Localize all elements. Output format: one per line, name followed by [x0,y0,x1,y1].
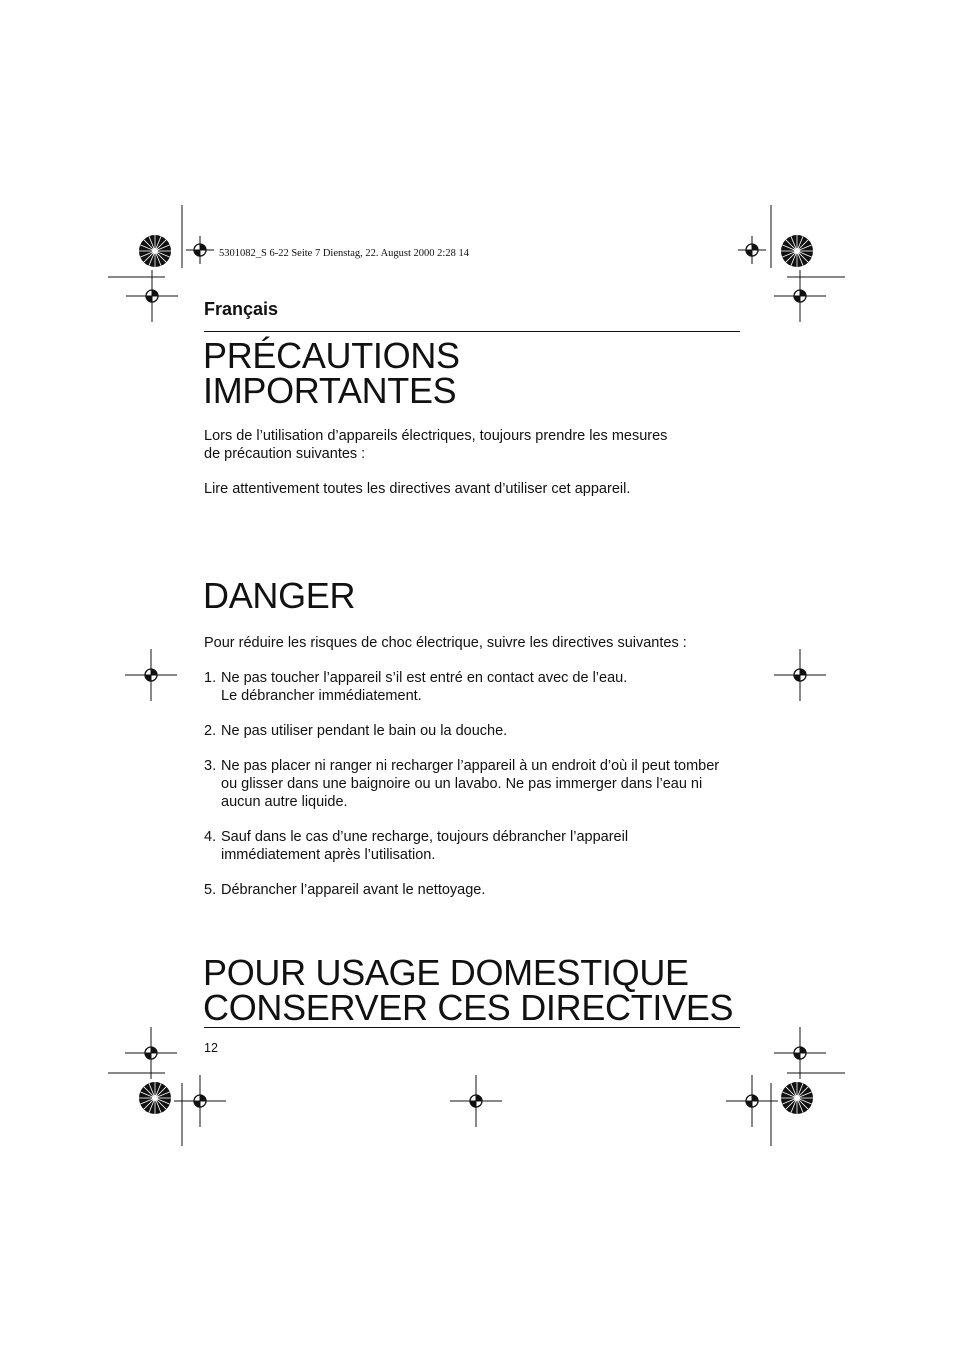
top-rule [204,331,740,332]
danger-intro: Pour réduire les risques de choc électrique, suivre les directives suivantes : [204,635,687,651]
text-line: Lors de l’utilisation d’appareils électriques, toujours prendre les mesures [204,428,668,444]
print-job-header: 5301082_S 6-22 Seite 7 Dienstag, 22. August 2000 2:28 14 [219,248,469,259]
text-line: aucun autre liquide. [221,794,348,810]
list-number: 3. [204,758,217,774]
danger-list [204,669,744,916]
title-line: PRÉCAUTIONS [203,335,460,376]
text-line: Sauf dans le cas d’une recharge, toujours débrancher l’appareil [221,829,629,845]
bottom-rule [204,1027,740,1028]
precautions-intro [204,427,744,463]
list-number: 5. [204,882,217,898]
page-number: 12 [204,1041,218,1055]
text-line: de précaution suivantes : [204,446,366,462]
section-title-precautions [203,335,460,411]
list-number: 1. [204,670,217,686]
text-line: Ne pas utiliser pendant le bain ou la douche. [221,723,508,739]
title-line: POUR USAGE DOMESTIQUE [203,952,689,993]
list-number: 4. [204,829,217,845]
text-line: immédiatement après l’utilisation. [221,847,436,863]
list-item [204,828,744,864]
section-title-domestic-use [203,952,734,1028]
title-line: IMPORTANTES [203,370,457,411]
title-line: CONSERVER CES DIRECTIVES [203,987,734,1028]
list-item [204,757,744,811]
list-number: 2. [204,723,217,739]
text-line: Le débrancher immédiatement. [221,688,422,704]
text-line: ou glisser dans une baignoire ou un lavabo. Ne pas immerger dans l’eau ni [221,776,703,792]
list-item [204,669,744,705]
text-line: Ne pas toucher l’appareil s’il est entré en contact avec de l’eau. [221,670,628,686]
language-label: Français [204,299,279,319]
list-item [204,722,744,740]
text-line: Débrancher l’appareil avant le nettoyage. [221,882,486,898]
precautions-note: Lire attentivement toutes les directives avant d’utiliser cet appareil. [204,481,631,497]
section-title-danger: DANGER [203,575,356,616]
list-item [204,881,744,899]
text-line: Ne pas placer ni ranger ni recharger l’appareil à un endroit d’où il peut tomber [221,758,720,774]
